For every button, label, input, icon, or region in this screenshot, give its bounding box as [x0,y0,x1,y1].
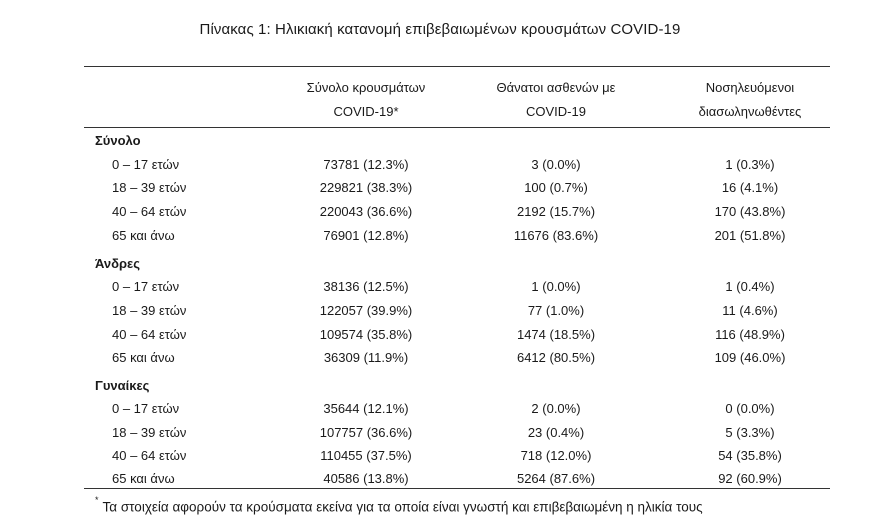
cell-intubated: 109 (46.0%) [714,350,786,365]
cell-cases: 38136 (12.5%) [323,279,409,294]
column-header-line: Σύνολο κρουσμάτων [306,80,426,95]
column-header-intubated [660,76,840,124]
cell-intubated: 1 (0.4%) [725,279,775,294]
cell-cases: 110455 (37.5%) [320,448,412,463]
row-label: 40 – 64 ετών [112,448,187,463]
table-top-rule [84,66,830,67]
group-heading-men: Άνδρες [95,256,140,271]
cell-deaths: 3 (0.0%) [531,157,581,172]
footnote [95,495,703,515]
cell-cases: 76901 (12.8%) [323,228,409,243]
row-label: 65 και άνω [112,350,175,365]
cell-intubated: 92 (60.9%) [718,471,782,486]
cell-intubated: 11 (4.6%) [722,303,778,318]
row-label: 65 και άνω [112,471,175,486]
cell-intubated: 16 (4.1%) [721,180,779,195]
cell-deaths: 77 (1.0%) [527,303,585,318]
row-label: 18 – 39 ετών [112,303,187,318]
cell-cases: 35644 (12.1%) [323,401,409,416]
cell-cases: 36309 (11.9%) [323,350,409,365]
group-heading-women: Γυναίκες [95,378,150,393]
column-header-line: Νοσηλευόμενοι [705,80,795,95]
cell-deaths: 1 (0.0%) [531,279,581,294]
cell-deaths: 2 (0.0%) [531,401,581,416]
row-label: 0 – 17 ετών [112,401,180,416]
column-header-line: COVID-19* [333,104,399,119]
cell-cases: 40586 (13.8%) [323,471,409,486]
cell-deaths: 100 (0.7%) [524,180,588,195]
cell-cases: 73781 (12.3%) [323,157,409,172]
cell-deaths: 6412 (80.5%) [516,350,596,365]
cell-deaths: 2192 (15.7%) [516,204,596,219]
cell-cases: 109574 (35.8%) [319,327,413,342]
cell-intubated: 54 (35.8%) [718,448,782,463]
table-title: Πίνακας 1: Ηλικιακή κατανομή επιβεβαιωμένων κρουσμάτων COVID-19 [199,21,681,38]
cell-deaths: 11676 (83.6%) [513,228,599,243]
cell-cases: 229821 (38.3%) [319,180,413,195]
cell-deaths: 718 (12.0%) [520,448,592,463]
footnote-marker: * [95,495,99,505]
cell-cases: 122057 (39.9%) [319,303,413,318]
column-header-line: COVID-19 [526,104,586,119]
column-header-deaths [466,76,646,124]
cell-intubated: 201 (51.8%) [714,228,786,243]
column-header-line: Θάνατοι ασθενών με [496,80,616,95]
cell-intubated: 5 (3.3%) [725,425,775,440]
column-header-line: διασωληνωθέντες [698,104,802,119]
row-label: 0 – 17 ετών [112,157,180,172]
row-label: 18 – 39 ετών [112,425,187,440]
row-label: 0 – 17 ετών [112,279,180,294]
group-heading-total: Σύνολο [95,133,141,148]
table-header-rule [84,127,830,128]
cell-cases: 220043 (36.6%) [319,204,413,219]
row-label: 18 – 39 ετών [112,180,187,195]
cell-deaths: 5264 (87.6%) [516,471,596,486]
row-label: 40 – 64 ετών [112,204,187,219]
footnote-text: Τα στοιχεία αφορούν τα κρούσματα εκείνα για τα οποία είναι γνωστή και επιβεβαιωμένη η ηλικία τους [102,499,703,515]
cell-deaths: 23 (0.4%) [527,425,585,440]
row-label: 65 και άνω [112,228,175,243]
cell-deaths: 1474 (18.5%) [516,327,596,342]
cell-intubated: 116 (48.9%) [715,327,785,342]
row-label: 40 – 64 ετών [112,327,187,342]
cell-intubated: 0 (0.0%) [725,401,775,416]
cell-cases: 107757 (36.6%) [319,425,413,440]
cell-intubated: 1 (0.3%) [725,157,775,172]
cell-intubated: 170 (43.8%) [714,204,786,219]
table-bottom-rule [84,488,830,489]
column-header-total-cases [276,76,456,124]
